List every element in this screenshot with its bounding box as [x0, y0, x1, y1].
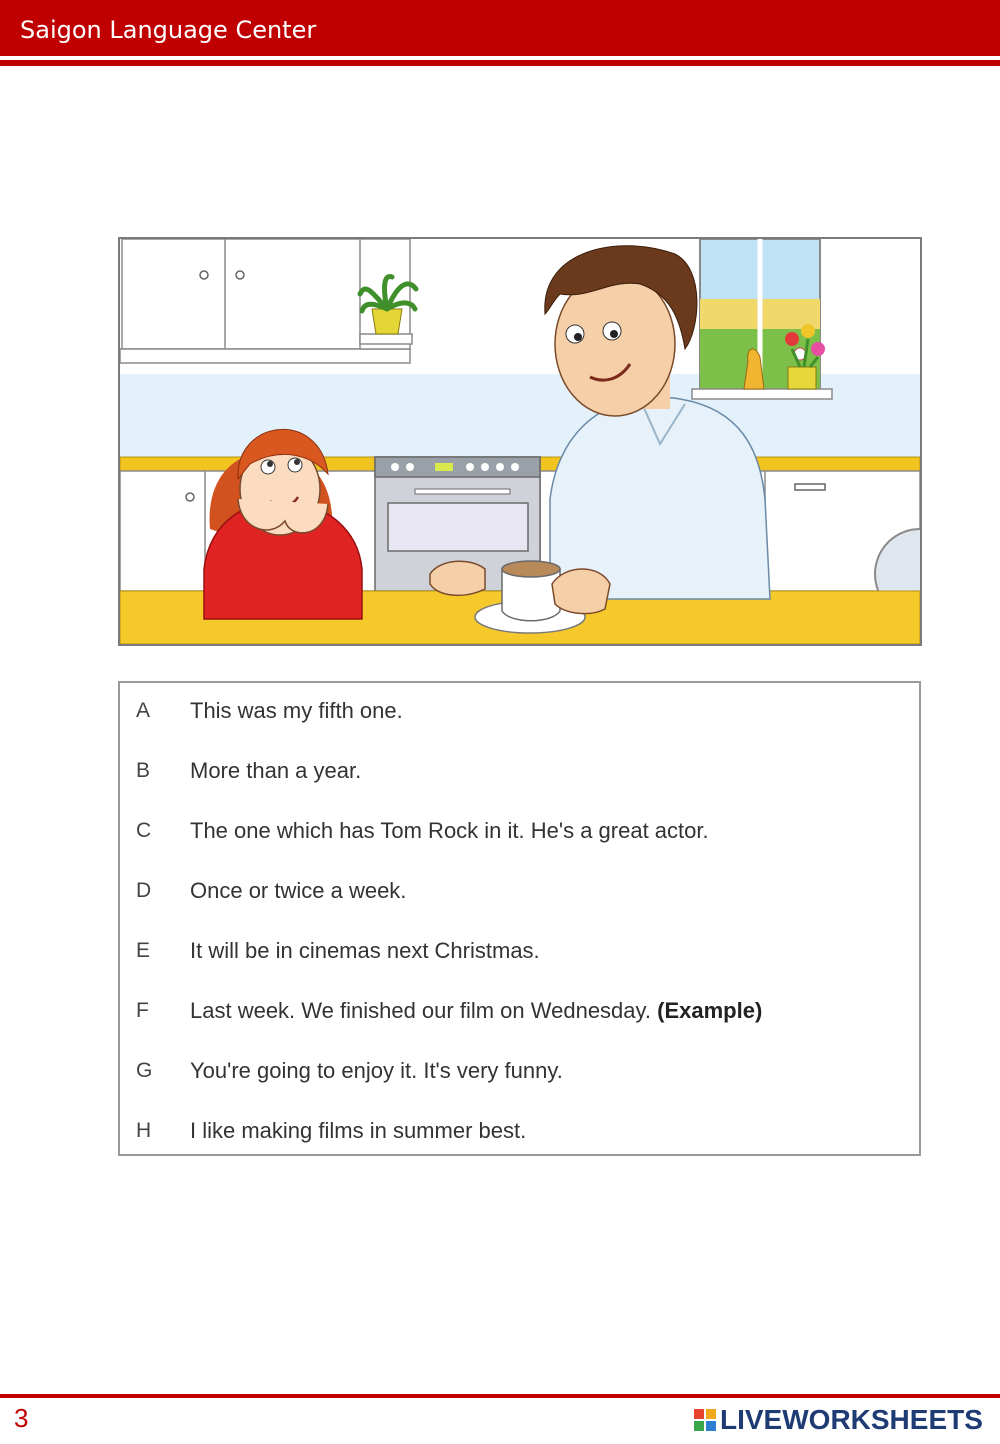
header-divider — [0, 60, 1000, 66]
answer-letter: H — [136, 1119, 152, 1142]
answer-row-d — [120, 871, 919, 911]
kitchen-illustration — [118, 237, 922, 646]
answer-text-with-example — [190, 998, 762, 1024]
answer-row-c — [120, 811, 919, 851]
answers-box — [118, 681, 921, 1156]
answer-letter: F — [136, 999, 149, 1022]
answer-row-g — [120, 1051, 919, 1091]
answer-letter: A — [136, 699, 151, 722]
liveworksheets-brand[interactable] — [694, 1403, 983, 1437]
answer-text: The one which has Tom Rock in it. He's a great actor. — [190, 818, 709, 843]
answer-letter: B — [136, 759, 151, 782]
answer-letter: E — [136, 939, 151, 962]
answer-letter: G — [136, 1059, 153, 1082]
liveworksheets-logo-icon — [694, 1409, 716, 1431]
brand-name: LIVEWORKSHEETS — [720, 1404, 983, 1435]
answer-text: More than a year. — [190, 758, 362, 783]
footer-divider — [0, 1394, 1000, 1398]
answer-row-e — [120, 931, 919, 971]
answer-text: I like making films in summer best. — [190, 1118, 527, 1143]
example-label: (Example) — [657, 998, 763, 1023]
answer-row-b — [120, 751, 919, 791]
answer-text: This was my fifth one. — [190, 698, 403, 723]
answer-text: It will be in cinemas next Christmas. — [190, 938, 540, 963]
header-title: Saigon Language Center — [20, 16, 317, 44]
answer-row-f — [120, 991, 919, 1031]
answer-text: Once or twice a week. — [190, 878, 407, 903]
answer-letter: D — [136, 879, 152, 902]
answer-text: You're going to enjoy it. It's very funny. — [190, 1058, 563, 1083]
answer-row-h — [120, 1111, 919, 1151]
page-number: 3 — [14, 1403, 29, 1433]
answer-letter: C — [136, 819, 152, 842]
answer-row-a — [120, 691, 919, 731]
header-bar — [0, 0, 1000, 56]
answer-text: Last week. We finished our film on Wednesday. — [190, 998, 652, 1023]
